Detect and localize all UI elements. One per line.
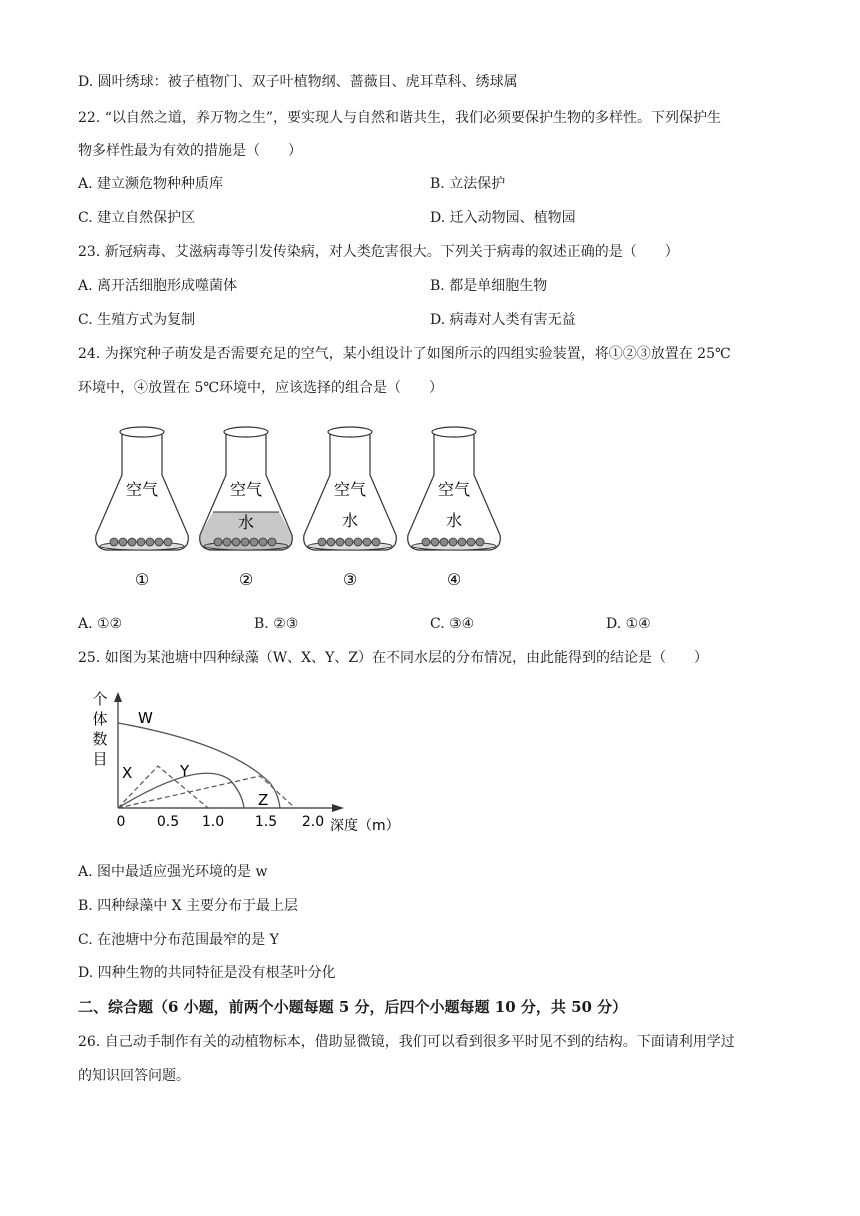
- ylabel-char-3: 数: [92, 730, 108, 748]
- q23-option-d: D. 病毒对人类有害无益: [430, 312, 576, 328]
- q22-stem-line2: 物多样性最为有效的措施是（ ）: [78, 143, 302, 159]
- q21-option-d: D. 圆叶绣球：被子植物门、双子叶植物纲、蔷薇目、虎耳草科、绣球属: [78, 74, 518, 90]
- flask-2-water-label: 水: [237, 513, 255, 532]
- xtick-05: 0.5: [156, 814, 180, 830]
- flask-4: [408, 427, 501, 589]
- series-x-label: X: [122, 764, 133, 782]
- q25-option-b: B. 四种绿藻中 X 主要分布于最上层: [78, 898, 299, 914]
- q23-option-c: C. 生殖方式为复制: [78, 312, 196, 328]
- q24-stem-line1: 24. 为探究种子萌发是否需要充足的空气，某小组设计了如图所示的四组实验装置，将①②③放置在 25℃: [78, 346, 731, 362]
- flask-3-air-label: 空气: [333, 480, 367, 499]
- flask-3-number: ③: [342, 570, 358, 589]
- series-y-label: Y: [180, 762, 190, 780]
- q25-algae-chart: [80, 688, 410, 838]
- ylabel-char-4: 目: [92, 750, 108, 768]
- q24-stem-line2: 环境中，④放置在 5℃环境中，应该选择的组合是（ ）: [78, 380, 444, 396]
- q22-stem-line1: 22. “以自然之道，养万物之生”，要实现人与自然和谐共生，我们必须要保护生物的多样性。下列保护生: [78, 110, 722, 126]
- q24-option-a: A. ①②: [78, 616, 123, 632]
- xtick-15: 1.5: [254, 814, 278, 830]
- flask-1: [96, 427, 189, 589]
- q22-option-d: D. 迁入动物园、植物园: [430, 210, 576, 226]
- series-w-label: W: [138, 709, 153, 727]
- section-2-heading: 二、综合题（6 小题，前两个小题每题 5 分，后四个小题每题 10 分，共 50 分）: [78, 998, 628, 1016]
- flask-2-number: ②: [238, 570, 254, 589]
- flask-2-air-label: 空气: [229, 480, 263, 499]
- flask-4-air-label: 空气: [437, 480, 471, 499]
- q23-option-b: B. 都是单细胞生物: [430, 278, 548, 294]
- flask-2: [200, 427, 293, 589]
- q23-stem: 23. 新冠病毒、艾滋病毒等引发传染病，对人类危害很大。下列关于病毒的叙述正确的是（ ）: [78, 244, 679, 260]
- flask-4-water-label: 水: [445, 511, 463, 530]
- flask-3-water-label: 水: [341, 511, 359, 530]
- series-w-curve: [118, 723, 280, 808]
- ylabel-char-1: 个: [92, 690, 108, 708]
- q25-option-c: C. 在池塘中分布范围最窄的是 Y: [78, 932, 279, 948]
- q22-option-c: C. 建立自然保护区: [78, 210, 196, 226]
- x-axis-arrow: [332, 804, 344, 812]
- flask-1-number: ①: [134, 570, 150, 589]
- y-axis-arrow: [114, 692, 122, 702]
- q25-stem: 25. 如图为某池塘中四种绿藻（W、X、Y、Z）在不同水层的分布情况，由此能得到的结论是（ ）: [78, 650, 709, 666]
- q24-flask-figure: [80, 420, 520, 595]
- q26-stem-line2: 的知识回答问题。: [78, 1068, 190, 1084]
- q24-option-b: B. ②③: [254, 616, 299, 632]
- flask-1-air-label: 空气: [125, 480, 159, 499]
- xtick-0: 0: [116, 814, 126, 830]
- q22-option-a: A. 建立濒危物种种质库: [78, 176, 224, 192]
- x-axis-label: 深度（m）: [330, 818, 400, 834]
- q23-option-a: A. 离开活细胞形成噬菌体: [78, 278, 238, 294]
- q24-option-d: D. ①④: [606, 616, 651, 632]
- q26-stem-line1: 26. 自己动手制作有关的动植物标本，借助显微镜，我们可以看到很多平时见不到的结构。下面请利用学过: [78, 1034, 735, 1050]
- xtick-20: 2.0: [301, 814, 325, 830]
- q25-option-d: D. 四种生物的共同特征是没有根茎叶分化: [78, 965, 336, 981]
- flask-4-number: ④: [446, 570, 462, 589]
- series-z-label: Z: [258, 791, 269, 809]
- flask-3: [304, 427, 397, 589]
- xtick-10: 1.0: [201, 814, 225, 830]
- q24-option-c: C. ③④: [430, 616, 475, 632]
- ylabel-char-2: 体: [92, 710, 108, 728]
- q25-option-a: A. 图中最适应强光环境的是 w: [78, 864, 268, 880]
- q22-option-b: B. 立法保护: [430, 176, 506, 192]
